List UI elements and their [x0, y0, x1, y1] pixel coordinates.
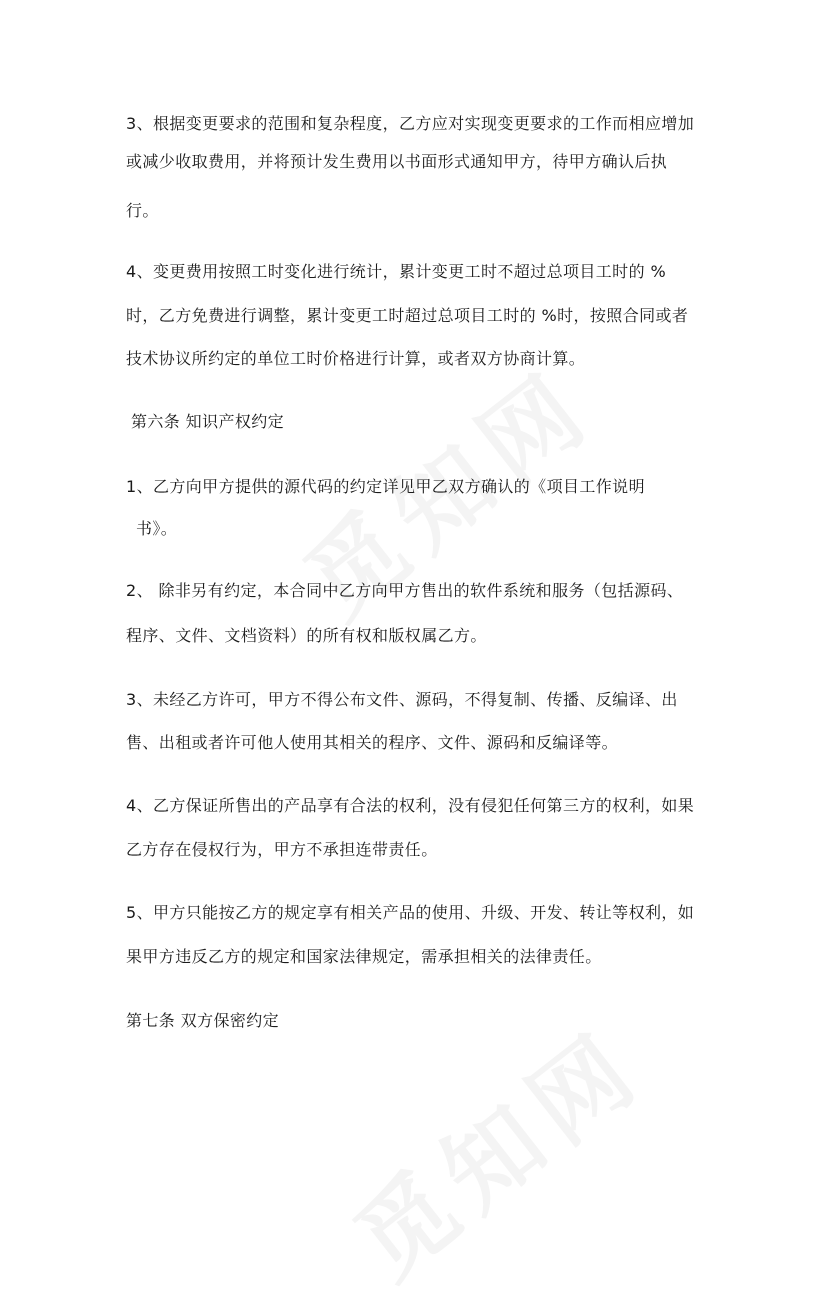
clause-6-3-line-1: 3、根据变更要求的范围和复杂程度，乙方应对实现变更要求的工作而相应增加	[126, 114, 695, 133]
ip-clause-1-line-2: 书》。	[136, 519, 178, 538]
clause-6-3-line-2: 或减少收取费用，并将预计发生费用以书面形式通知甲方，待甲方确认后执	[126, 152, 668, 171]
clause-6-4-line-3: 技术协议所约定的单位工时价格进行计算，或者双方协商计算。	[126, 349, 586, 368]
ip-clause-4-line-2: 乙方存在侵权行为，甲方不承担连带责任。	[126, 840, 438, 859]
ip-clause-2-line-1: 2、 除非另有约定，本合同中乙方向甲方售出的软件系统和服务（包括源码、	[126, 581, 684, 600]
section-heading-article-7: 第七条 双方保密约定	[126, 1011, 280, 1030]
clause-6-3-line-3: 行。	[126, 201, 159, 220]
ip-clause-3-line-2: 售、出租或者许可他人使用其相关的程序、文件、源码和反编译等。	[126, 733, 619, 752]
section-heading-article-6: 第六条 知识产权约定	[131, 412, 285, 431]
ip-clause-2-line-2: 程序、文件、文档资料）的所有权和版权属乙方。	[126, 626, 487, 645]
ip-clause-5-line-1: 5、甲方只能按乙方的规定享有相关产品的使用、升级、开发、转让等权利，如	[126, 903, 695, 922]
ip-clause-3-line-1: 3、未经乙方许可，甲方不得公布文件、源码，不得复制、传播、反编译、出	[126, 690, 678, 709]
clause-6-4-line-1: 4、变更费用按照工时变化进行统计，累计变更工时不超过总项目工时的 %	[126, 262, 667, 281]
ip-clause-4-line-1: 4、乙方保证所售出的产品享有合法的权利，没有侵犯任何第三方的权利，如果	[126, 796, 695, 815]
clause-6-4-line-2: 时，乙方免费进行调整，累计变更工时超过总项目工时的 %时，按照合同或者	[126, 306, 689, 325]
ip-clause-5-line-2: 果甲方违反乙方的规定和国家法律规定，需承担相关的法律责任。	[126, 947, 602, 966]
ip-clause-1-line-1: 1、乙方向甲方提供的源代码的约定详见甲乙双方确认的《项目工作说明	[126, 477, 645, 496]
watermark	[323, 993, 667, 1304]
